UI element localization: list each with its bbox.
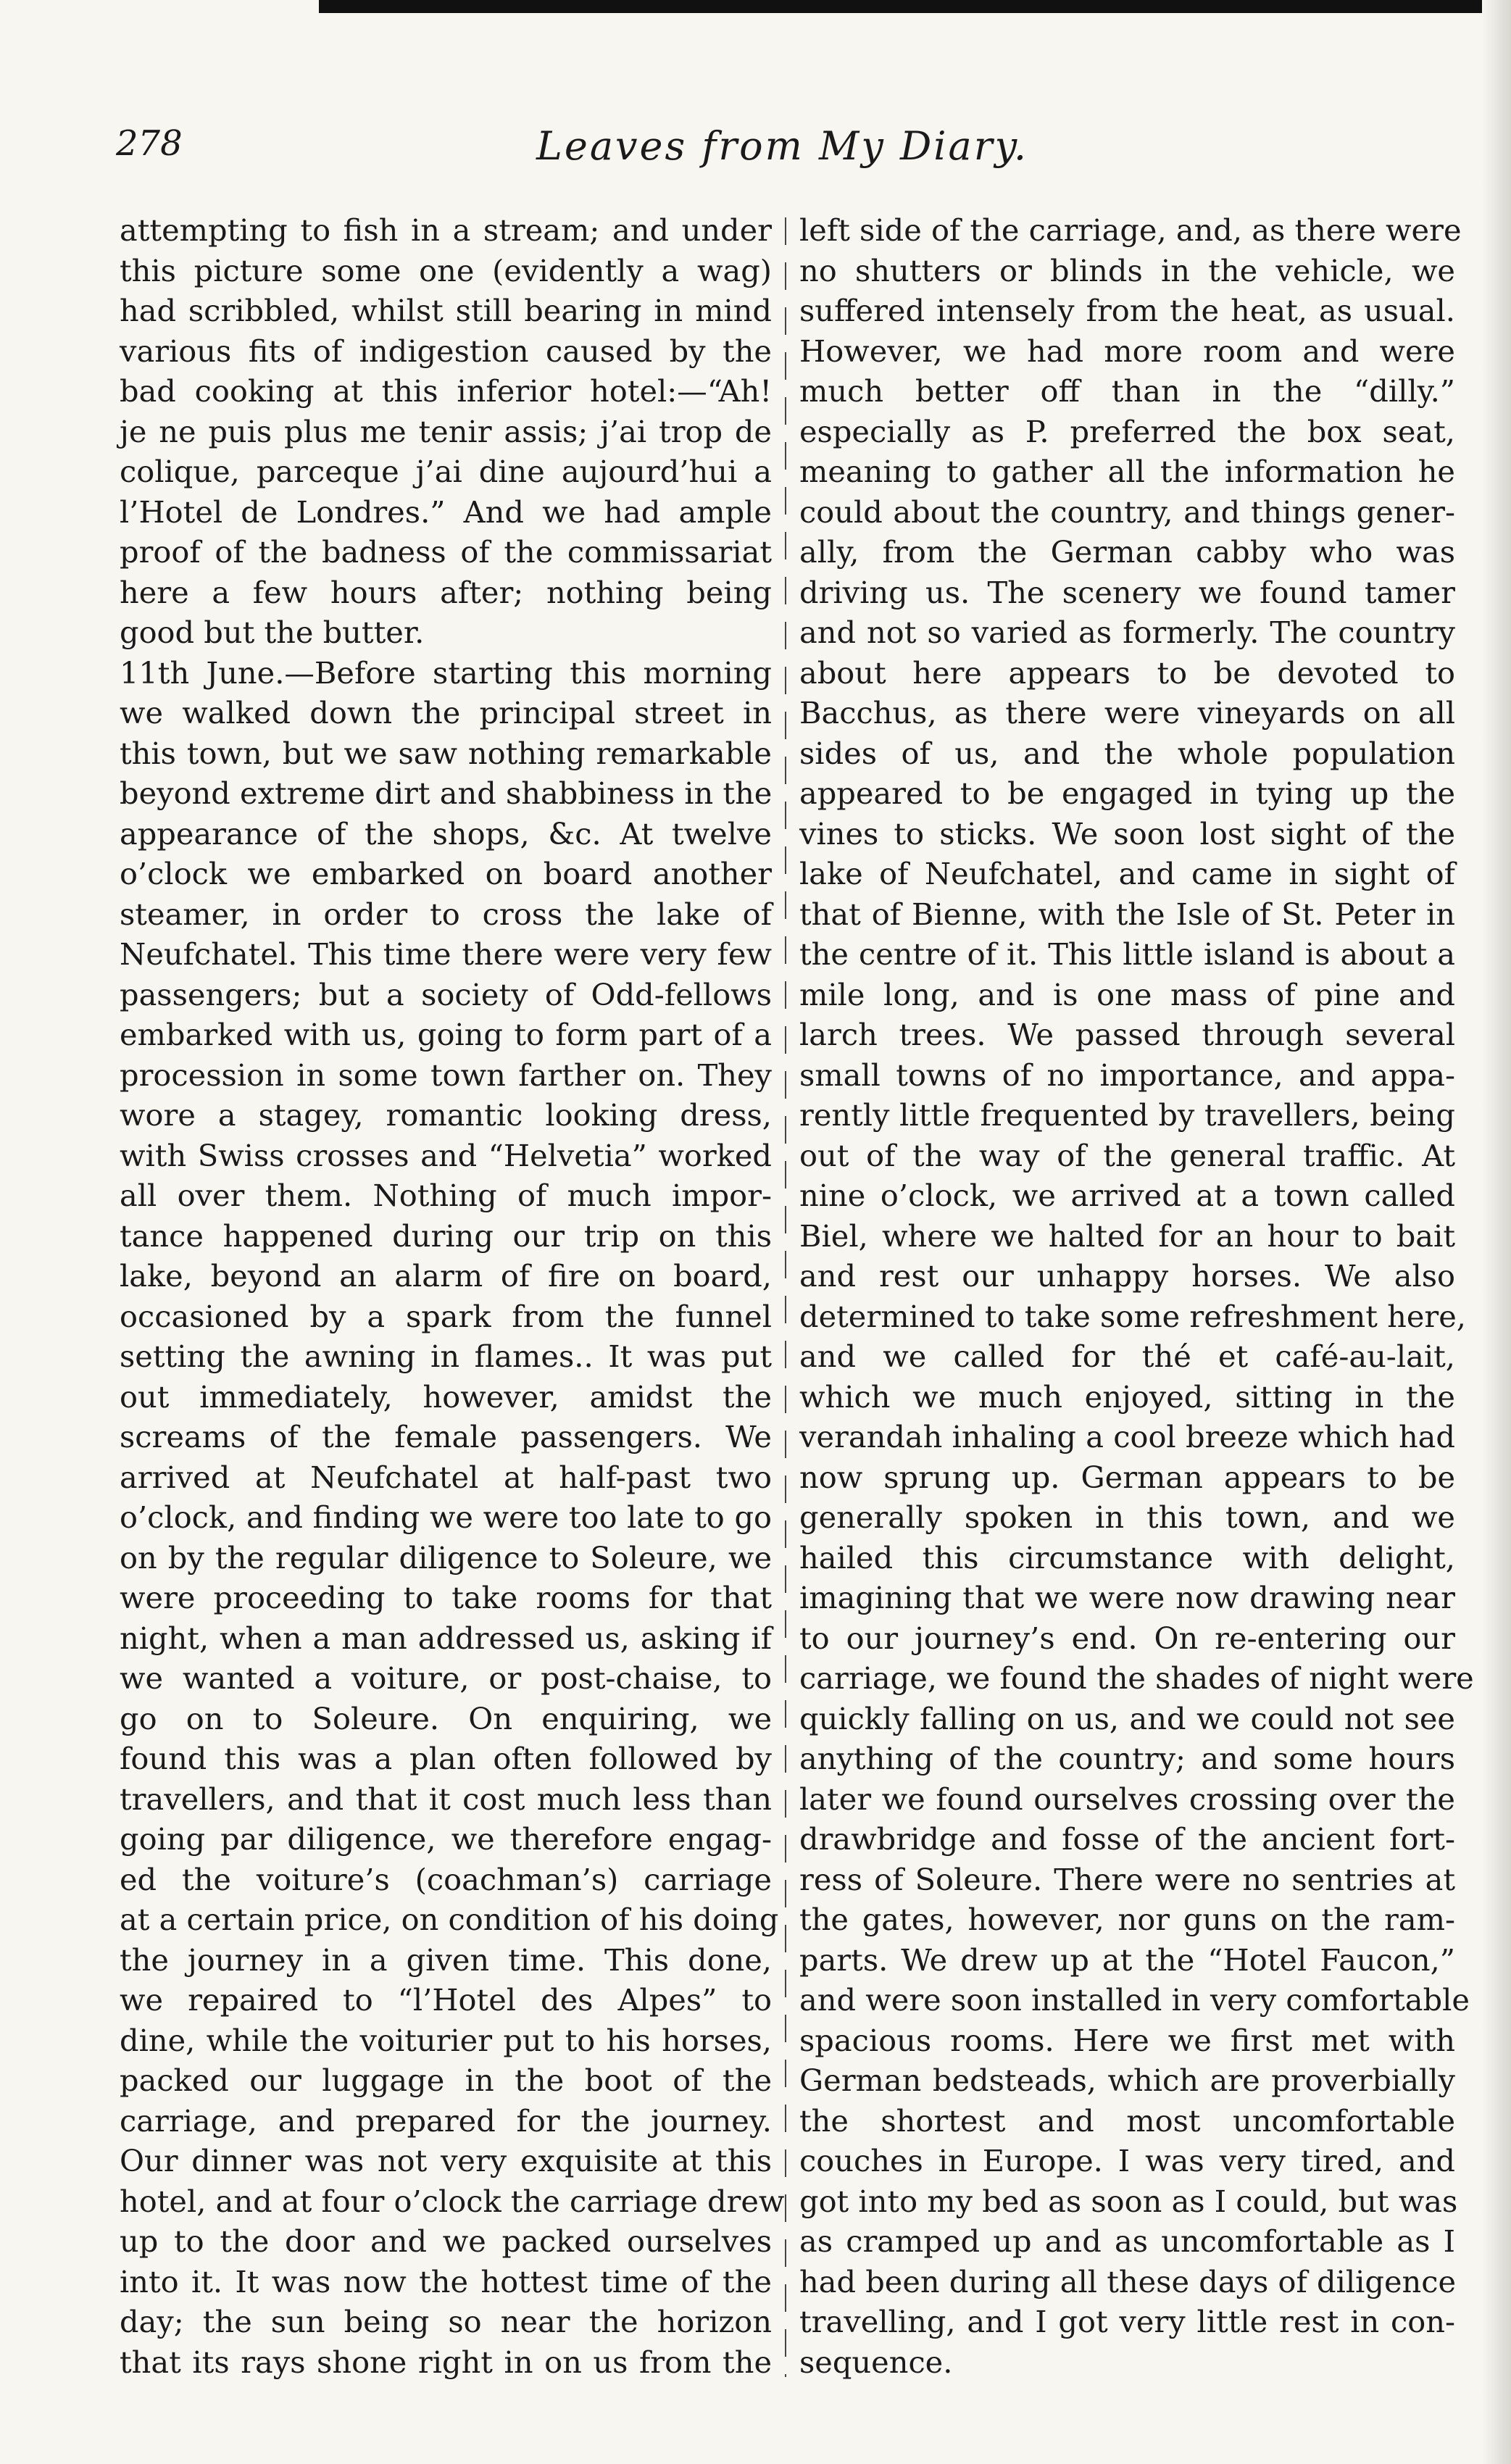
text-line: appearance of the shops, &c. At twelve <box>120 815 772 852</box>
text-line: and were soon installed in very comfortable <box>799 1982 1470 2018</box>
text-line: drawbridge and fosse of the ancient fort- <box>799 1821 1455 1857</box>
page-header <box>116 123 1464 188</box>
text-line: occasioned by a spark from the funnel <box>120 1298 772 1334</box>
text-line: especially as P. preferred the box seat, <box>799 413 1455 449</box>
text-line: larch trees. We passed through several <box>799 1017 1455 1052</box>
text-line: However, we had more room and were <box>799 333 1455 369</box>
text-line: and rest our unhappy horses. We also <box>799 1258 1455 1294</box>
text-line: which we much enjoyed, sitting in the <box>799 1378 1455 1415</box>
text-line: here a few hours after; nothing being <box>120 574 772 610</box>
column-divider <box>785 217 786 2377</box>
text-line: up to the door and we packed ourselves <box>120 2223 772 2259</box>
text-line: the gates, however, nor guns on the ram- <box>799 1902 1455 1937</box>
text-line: on by the regular diligence to Soleure, we <box>120 1539 772 1576</box>
text-line: packed our luggage in the boot of the <box>120 2063 772 2098</box>
text-line: could about the country, and things gener- <box>799 494 1455 530</box>
text-line: as cramped up and as uncomfortable as I <box>799 2223 1455 2259</box>
text-line: much better off than in the “dilly.” <box>799 373 1455 409</box>
page-edge-shadow <box>1482 0 1511 2464</box>
text-line: imagining that we were now drawing near <box>799 1580 1455 1615</box>
text-line: the centre of it. This little island is about a <box>799 936 1455 972</box>
text-line: hailed this circumstance with delight, <box>799 1539 1455 1576</box>
text-line: ally, from the German cabby who was <box>799 534 1455 570</box>
text-line: no shutters or blinds in the vehicle, we <box>799 252 1455 288</box>
text-line: going par diligence, we therefore engag- <box>120 1821 772 1857</box>
text-line: German bedsteads, which are proverbially <box>799 2063 1455 2098</box>
text-line: anything of the country; and some hours <box>799 1741 1455 1776</box>
text-line: steamer, in order to cross the lake of <box>120 896 772 932</box>
text-line: spacious rooms. Here we first met with <box>799 2022 1455 2058</box>
text-line: ed the voiture’s (coachman’s) carriage <box>120 1861 772 1897</box>
text-line: procession in some town farther on. They <box>120 1057 772 1093</box>
text-line: had been during all these days of diligence <box>799 2263 1457 2299</box>
text-line: that of Bienne, with the Isle of St. Peter in <box>799 896 1455 932</box>
running-head: Leaves from My Diary. <box>536 123 1029 169</box>
text-line: vines to sticks. We soon lost sight of the <box>799 815 1455 852</box>
text-line: that its rays shone right in on us from the <box>120 2344 772 2380</box>
text-line: this town, but we saw nothing remarkable <box>120 735 772 771</box>
text-line: mile long, and is one mass of pine and <box>799 976 1455 1012</box>
text-line: found this was a plan often followed by <box>120 1741 772 1776</box>
text-line: driving us. The scenery we found tamer <box>799 574 1455 610</box>
text-line: nine o’clock, we arrived at a town called <box>799 1178 1455 1213</box>
text-line: verandah inhaling a cool breeze which had <box>799 1419 1455 1454</box>
text-line: had scribbled, whilst still bearing in mind <box>120 293 772 328</box>
text-line: ress of Soleure. There were no sentries at <box>799 1861 1455 1897</box>
text-line: got into my bed as soon as I could, but was <box>799 2183 1458 2219</box>
text-line: and not so varied as formerly. The country <box>799 615 1455 650</box>
text-line: travelling, and I got very little rest in con- <box>799 2304 1455 2339</box>
text-line: couches in Europe. I was very tired, and <box>799 2143 1455 2178</box>
text-line: proof of the badness of the commissariat <box>120 534 772 570</box>
text-line: into it. It was now the hottest time of the <box>120 2263 772 2299</box>
right-column <box>799 210 1474 2382</box>
text-line: hotel, and at four o’clock the carriage drew <box>120 2183 785 2219</box>
text-line: passengers; but a society of Odd-fellows <box>120 976 772 1012</box>
text-line: day; the sun being so near the horizon <box>120 2304 772 2339</box>
text-line: Our dinner was not very exquisite at this <box>120 2143 772 2178</box>
text-line: colique, parceque j’ai dine aujourd’hui a <box>120 454 772 489</box>
page-number: 278 <box>116 123 183 164</box>
text-line: the shortest and most uncomfortable <box>799 2102 1455 2139</box>
text-line: meaning to gather all the information he <box>799 454 1455 489</box>
text-line: travellers, and that it cost much less than <box>120 1781 772 1817</box>
text-line: later we found ourselves crossing over the <box>799 1781 1455 1817</box>
top-border-rule <box>319 0 1511 13</box>
text-line: o’clock, and finding we were too late to go <box>120 1499 772 1535</box>
text-line: parts. We drew up at the “Hotel Faucon,” <box>799 1941 1455 1978</box>
text-line: rently little frequented by travellers, being <box>799 1097 1455 1133</box>
text-line: Biel, where we halted for an hour to bait <box>799 1218 1455 1254</box>
text-line: carriage, we found the shades of night were <box>799 1660 1474 1696</box>
text-line: out of the way of the general traffic. At <box>799 1137 1455 1173</box>
text-line: je ne puis plus me tenir assis; j’ai trop de <box>120 413 772 449</box>
text-line: night, when a man addressed us, asking if <box>120 1620 772 1656</box>
text-line: small towns of no importance, and appa- <box>799 1057 1455 1093</box>
text-line: we walked down the principal street in <box>120 695 772 731</box>
text-line: determined to take some refreshment here, <box>799 1298 1466 1334</box>
text-line: Neufchatel. This time there were very few <box>120 936 772 972</box>
text-line: embarked with us, going to form part of a <box>120 1017 772 1052</box>
text-line: go on to Soleure. On enquiring, we <box>120 1700 772 1736</box>
text-line: suffered intensely from the heat, as usual. <box>799 293 1455 328</box>
text-line: were proceeding to take rooms for that <box>120 1580 772 1615</box>
text-line: bad cooking at this inferior hotel:—“Ah! <box>120 373 772 409</box>
text-line: screams of the female passengers. We <box>120 1419 772 1454</box>
text-line: appeared to be engaged in tying up the <box>799 775 1455 811</box>
text-line: lake of Neufchatel, and came in sight of <box>799 856 1455 891</box>
text-line: left side of the carriage, and, as there were <box>799 212 1462 248</box>
text-line: at a certain price, on condition of his doing <box>120 1902 779 1937</box>
text-line: good but the butter. <box>120 615 425 650</box>
text-line: carriage, and prepared for the journey. <box>120 2102 772 2139</box>
text-line: the journey in a given time. This done, <box>120 1941 772 1978</box>
text-line: Bacchus, as there were vineyards on all <box>799 695 1455 731</box>
text-line: wore a stagey, romantic looking dress, <box>120 1097 772 1133</box>
text-line: 11th June.—Before starting this morning <box>120 654 772 691</box>
text-line: lake, beyond an alarm of fire on board, <box>120 1258 772 1294</box>
text-line: all over them. Nothing of much impor- <box>120 1178 772 1213</box>
text-line: we wanted a voiture, or post-chaise, to <box>120 1660 772 1696</box>
text-line: generally spoken in this town, and we <box>799 1499 1455 1535</box>
text-line: quickly falling on us, and we could not see <box>799 1700 1455 1736</box>
text-line: with Swiss crosses and “Helvetia” worked <box>120 1137 772 1173</box>
text-line: and we called for thé et café-au-lait, <box>799 1339 1455 1374</box>
text-line: now sprung up. German appears to be <box>799 1459 1455 1495</box>
text-line: about here appears to be devoted to <box>799 654 1455 691</box>
text-line: sides of us, and the whole population <box>799 735 1455 771</box>
text-line: sequence. <box>799 2344 953 2380</box>
text-line: out immediately, however, amidst the <box>120 1378 772 1415</box>
text-line: attempting to fish in a stream; and under <box>120 212 772 248</box>
text-line: various fits of indigestion caused by the <box>120 333 772 369</box>
text-line: o’clock we embarked on board another <box>120 856 772 891</box>
text-line: l’Hotel de Londres.” And we had ample <box>120 494 772 530</box>
text-line: to our journey’s end. On re-entering our <box>799 1620 1455 1656</box>
text-line: tance happened during our trip on this <box>120 1218 772 1254</box>
left-column <box>120 210 785 2382</box>
text-line: we repaired to “l’Hotel des Alpes” to <box>120 1982 772 2018</box>
text-line: setting the awning in flames.. It was put <box>120 1339 772 1374</box>
text-line: this picture some one (evidently a wag) <box>120 252 772 288</box>
text-line: dine, while the voiturier put to his horses, <box>120 2022 772 2058</box>
text-line: beyond extreme dirt and shabbiness in the <box>120 775 773 811</box>
text-line: arrived at Neufchatel at half-past two <box>120 1459 772 1495</box>
